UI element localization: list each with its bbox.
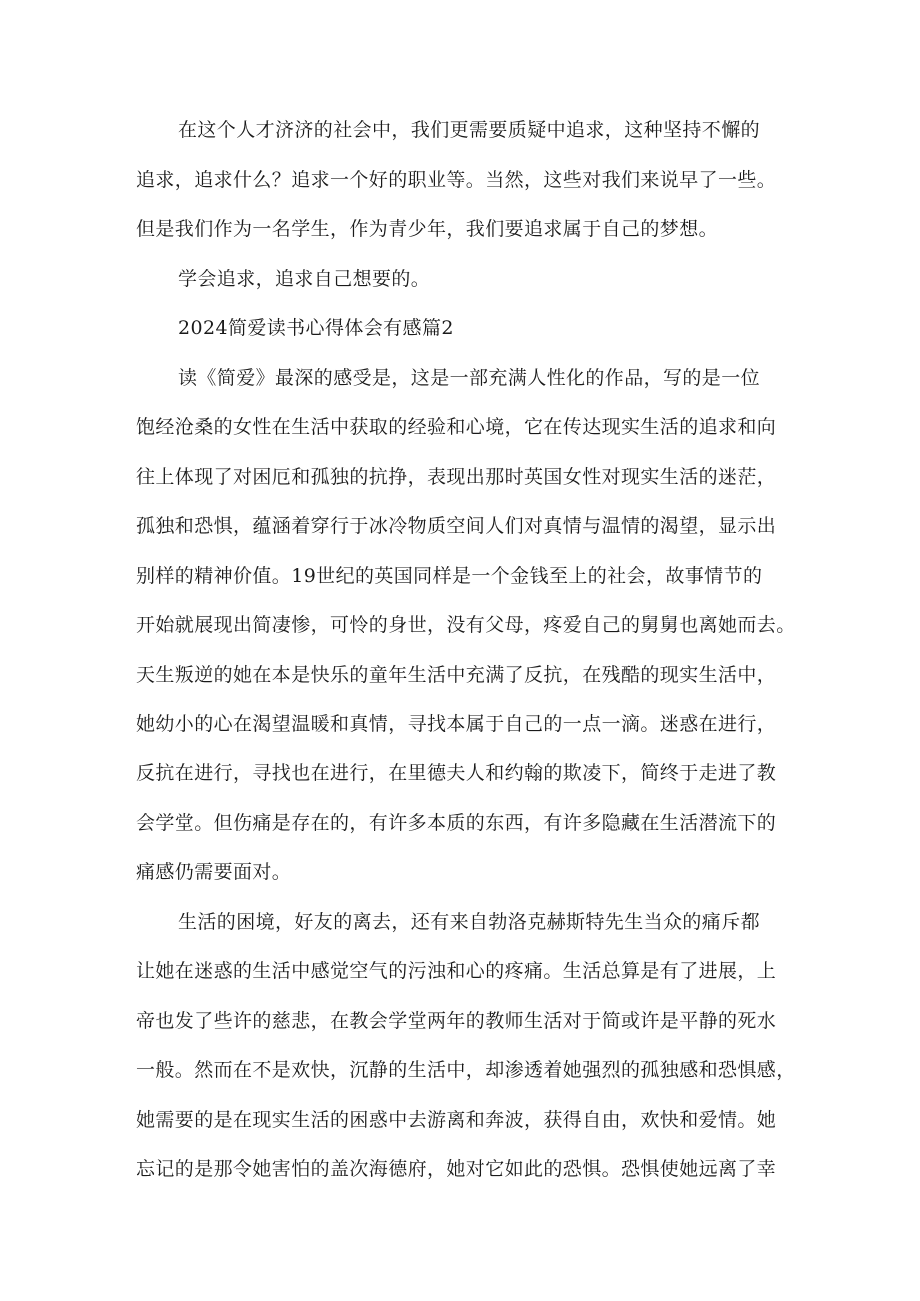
text-line: 别样的精神价值。19世纪的英国同样是一个金钱至上的社会，故事情节的	[136, 565, 763, 587]
section-heading: 2024简爱读书心得体会有感篇2	[178, 317, 454, 339]
text-line: 饱经沧桑的女性在生活中获取的经验和心境，它在传达现实生活的追求和向	[136, 416, 777, 438]
text-line: 孤独和恐惧，蕴涵着穿行于冰冷物质空间人们对真情与温情的渴望，显示出	[136, 515, 777, 537]
text-line: 痛感仍需要面对。	[136, 861, 292, 883]
text-line: 会学堂。但伤痛是存在的，有许多本质的东西，有许多隐藏在生活潜流下的	[136, 812, 777, 834]
text-line: 让她在迷惑的生活中感觉空气的污浊和心的疼痛。生活总算是有了进展，上	[136, 960, 777, 982]
text-line: 但是我们作为一名学生，作为青少年，我们要追求属于自己的梦想。	[136, 218, 719, 240]
text-line: 追求，追求什么？追求一个好的职业等。当然，这些对我们来说早了一些。	[136, 169, 777, 191]
text-line: 她需要的是在现实生活的困惑中去游离和奔波，获得自由，欢快和爱情。她	[136, 1109, 777, 1131]
text-line: 天生叛逆的她在本是快乐的童年生活中充满了反抗，在残酷的现实生活中，	[136, 664, 777, 686]
text-line: 她幼小的心在渴望温暖和真情，寻找本属于自己的一点一滴。迷惑在进行，	[136, 713, 777, 735]
text-line: 忘记的是那令她害怕的盖次海德府，她对它如此的恐惧。恐惧使她远离了幸	[136, 1158, 777, 1180]
text-line: 反抗在进行，寻找也在进行，在里德夫人和约翰的欺凌下，简终于走进了教	[136, 762, 777, 784]
text-line: 学会追求，追求自己想要的。	[178, 268, 431, 290]
text-line: 在这个人才济济的社会中，我们更需要质疑中追求，这种坚持不懈的	[178, 119, 761, 141]
text-line: 读《简爱》最深的感受是，这是一部充满人性化的作品，写的是一位	[178, 367, 761, 389]
text-line: 帝也发了些许的慈悲，在教会学堂两年的教师生活对于简或许是平静的死水	[136, 1010, 777, 1032]
text-line: 开始就展现出简凄惨，可怜的身世，没有父母，疼爱自己的舅舅也离她而去。	[136, 614, 796, 636]
text-line: 往上体现了对困厄和孤独的抗挣，表现出那时英国女性对现实生活的迷茫，	[136, 466, 777, 488]
text-line: 一般。然而在不是欢快，沉静的生活中，却渗透着她强烈的孤独感和恐惧感，	[136, 1059, 796, 1081]
text-line: 生活的困境，好友的离去，还有来自勃洛克赫斯特先生当众的痛斥都	[178, 911, 761, 933]
